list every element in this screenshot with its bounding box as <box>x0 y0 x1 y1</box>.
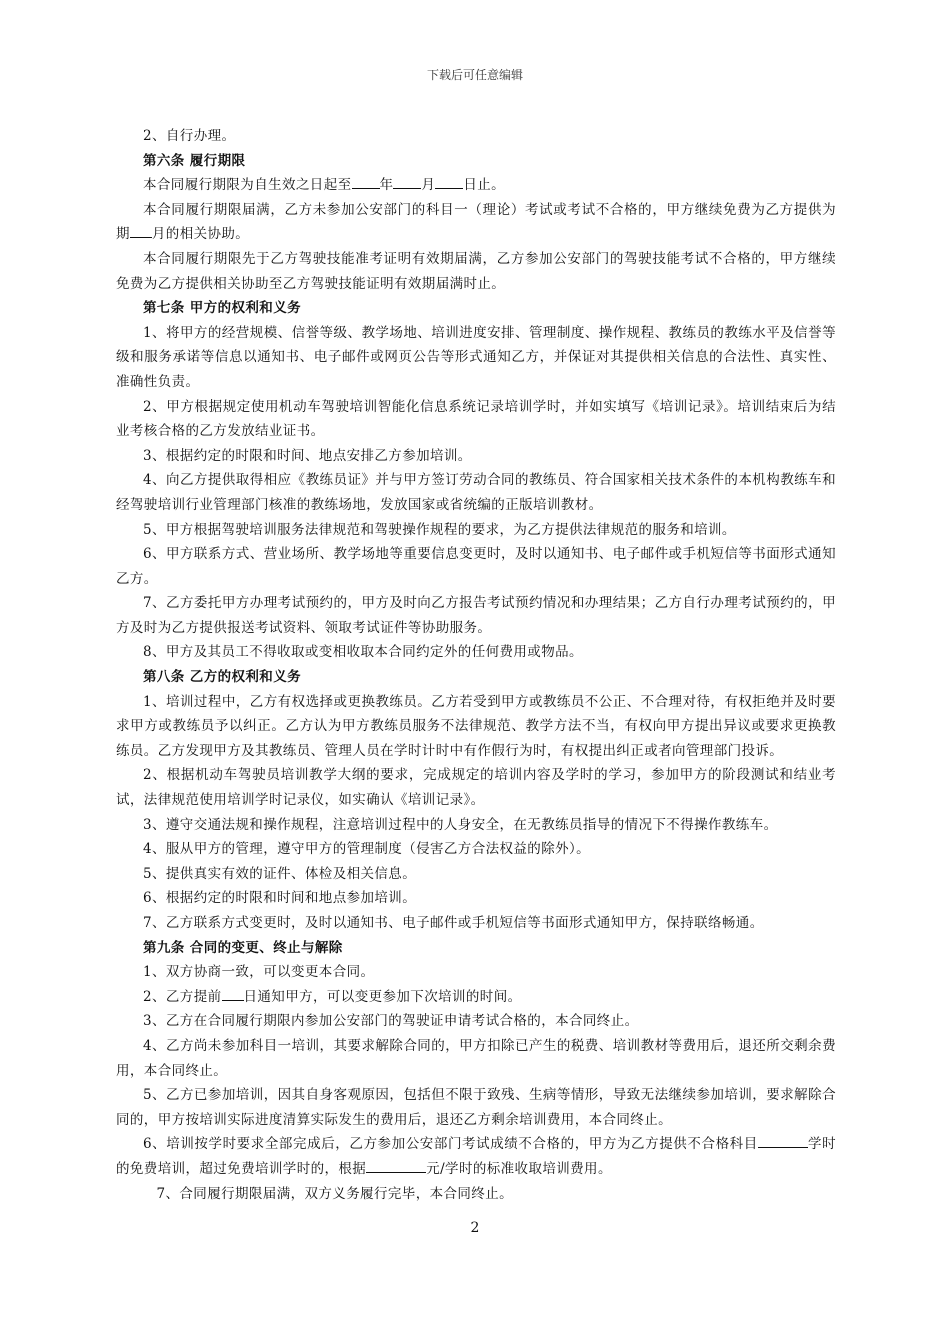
fill-blank[interactable] <box>758 1133 808 1148</box>
clause: 2、乙方提前 日通知甲方，可以变更参加下次培训的时间。 <box>116 985 836 1010</box>
clause: 6、根据约定的时限和时间和地点参加培训。 <box>143 890 417 907</box>
fill-blank[interactable] <box>130 223 152 238</box>
clause: 5、提供真实有效的证件、体检及相关信息。 <box>143 865 417 882</box>
clause: 4、乙方尚未参加科目一培训，其要求解除合同的，甲方扣除已产生的税费、培训教材等费用后，退还所交剩余费用，本合同终止。 <box>116 1037 836 1079</box>
clause: 7、合同履行期限届满，双方义务履行完毕，本合同终止。 <box>156 1185 513 1202</box>
fill-blank[interactable] <box>352 174 380 189</box>
clause: 1、双方协商一致，可以变更本合同。 <box>143 964 375 981</box>
clause: 7、乙方联系方式变更时，及时以通知书、电子邮件或手机短信等书面形式通知甲方，保持联络畅通。 <box>143 915 764 931</box>
clause: 6、培训按学时要求全部完成后，乙方参加公安部门考试成绩不合格的，甲方为乙方提供不合格科目 学时的免费培训，超过免费培训学时的，根据 元/学时的标准收取培训费用。 <box>116 1132 836 1181</box>
clause: 2、根据机动车驾驶员培训教学大纲的要求，完成规定的培训内容及学时的学习，参加甲方的阶段测试和结业考试，法律规范使用培训学时记录仪，如实确认《培训记录》。 <box>116 767 836 809</box>
clause: 7、乙方委托甲方办理考试预约的，甲方及时向乙方报告考试预约情况和办理结果；乙方自行办理考试预约的，甲方及时为乙方提供报送考试资料、领取考试证件等协助服务。 <box>116 595 836 636</box>
paragraph: 本合同履行期限先于乙方驾驶技能准考证明有效期届满，乙方参加公安部门的驾驶技能考试不合格的，甲方继续免费为乙方提供相关协助至乙方驾驶技能证明有效期届满时止。 <box>116 250 836 292</box>
clause: 6、甲方联系方式、营业场所、教学场地等重要信息变更时，及时以通知书、电子邮件或手机短信等书面形式通知乙方。 <box>116 546 836 587</box>
paragraph: 本合同履行期限届满，乙方未参加公安部门的科目一（理论）考试或考试不合格的，甲方继续免费为乙方提供为期 月的相关协助。 <box>116 201 836 243</box>
article-8-title: 第八条 乙方的权利和义务 <box>143 669 301 686</box>
paragraph: 本合同履行期限为自生效之日起至 年 月 日止。 <box>116 173 836 198</box>
fill-blank[interactable] <box>222 986 244 1001</box>
clause: 3、根据约定的时限和时间、地点安排乙方参加培训。 <box>143 447 472 464</box>
clause: 5、乙方已参加培训，因其自身客观原因，包括但不限于致残、生病等情形，导致无法继续参加培训，要求解除合同的，甲方按培训实际进度清算实际发生的费用后，退还乙方剩余培训费用，本合同终止。 <box>116 1087 836 1128</box>
clause: 2、甲方根据规定使用机动车驾驶培训智能化信息系统记录培训学时，并如实填写《培训记录》。培训结束后为结业考核合格的乙方发放结业证书。 <box>116 398 836 440</box>
fill-blank[interactable] <box>366 1158 426 1173</box>
page-number: 2 <box>470 1220 480 1236</box>
clause: 8、甲方及其员工不得收取或变相收取本合同约定外的任何费用或物品。 <box>143 644 583 661</box>
clause: 3、乙方在合同履行期限内参加公安部门的驾驶证申请考试合格的，本合同终止。 <box>143 1013 639 1030</box>
document-body <box>116 124 836 1206</box>
clause: 1、培训过程中，乙方有权选择或更换教练员。乙方若受到甲方或教练员不公正、不合理对待，有权拒绝并及时要求甲方或教练员予以纠正。乙方认为甲方教练员服务不法律规范、教学方法不当，有权向甲方提出异议或要求更换教练员。乙方发现甲方及其教练员、管理人员在学时计时中有作假行为时，有权提出纠正或者向管理部门投诉。 <box>116 693 836 759</box>
clause: 4、服从甲方的管理，遵守甲方的管理制度（侵害乙方合法权益的除外）。 <box>143 841 591 858</box>
page-header: 下载后可任意编辑 <box>426 68 523 82</box>
article-9-title: 第九条 合同的变更、终止与解除 <box>143 939 343 956</box>
clause: 3、遵守交通法规和操作规程，注意培训过程中的人身安全，在无教练员指导的情况下不得操作教练车。 <box>143 816 778 833</box>
fill-blank[interactable] <box>393 174 421 189</box>
clause: 4、向乙方提供取得相应《教练员证》并与甲方签订劳动合同的教练员、符合国家相关技术条件的本机构教练车和经驾驶培训行业管理部门核准的教练场地，发放国家或省统编的正版培训教材。 <box>116 472 836 513</box>
clause: 1、将甲方的经营规模、信誉等级、教学场地、培训进度安排、管理制度、操作规程、教练员的教练水平及信誉等级和服务承诺等信息以通知书、电子邮件或网页公告等形式通知乙方，并保证对其提供相关信息的合法性、真实性、准确性负责。 <box>116 324 836 390</box>
clause: 5、甲方根据驾驶培训服务法律规范和驾驶操作规程的要求，为乙方提供法律规范的服务和培训。 <box>143 521 736 538</box>
article-7-title: 第七条 甲方的权利和义务 <box>143 300 301 317</box>
fill-blank[interactable] <box>435 174 463 189</box>
article-6-title: 第六条 履行期限 <box>143 152 246 169</box>
paragraph: 2、自行办理。 <box>143 128 236 144</box>
